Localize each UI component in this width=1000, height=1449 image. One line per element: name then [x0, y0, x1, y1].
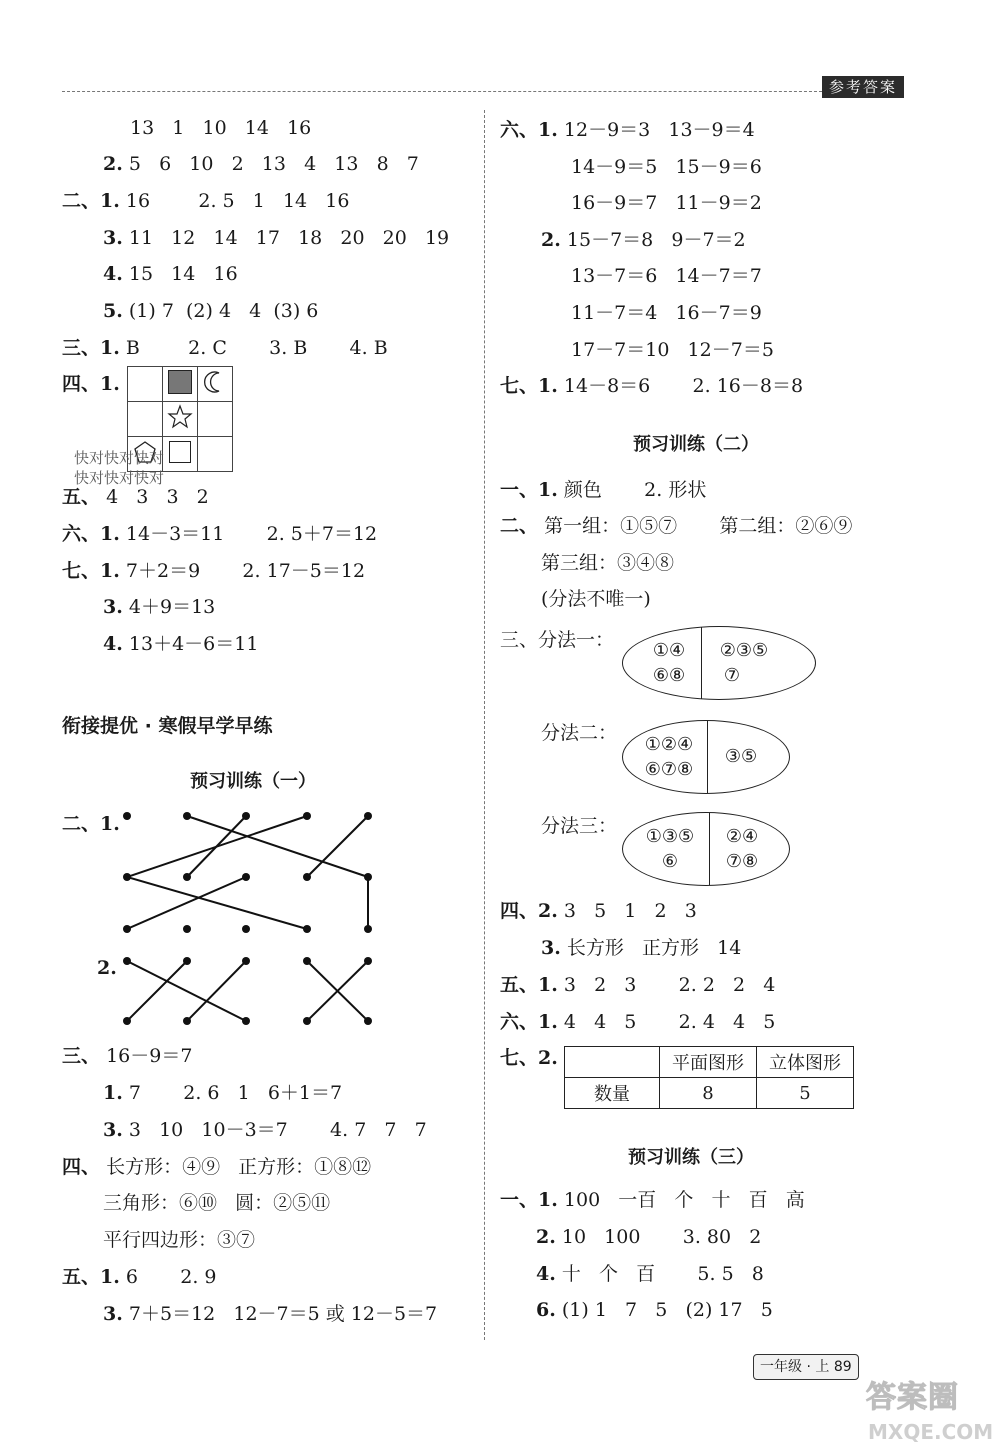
fenfa-1-left-top: ①④ — [652, 640, 686, 661]
answer-text: 13＋4－6＝11 — [128, 633, 259, 655]
question-number: 2. — [536, 1226, 556, 1248]
answer-text: 3 10 10－3＝7 4. 7 7 7 — [128, 1119, 427, 1141]
question-number: 4. — [103, 263, 123, 285]
subsection-title-1: 预习训练（一） — [190, 771, 316, 792]
answer-line — [62, 1044, 192, 1068]
answer-text: 6 2. 9 — [125, 1266, 217, 1288]
answer-line — [536, 1298, 773, 1322]
matching-diagram — [0, 0, 480, 1040]
fenfa-2-left-bottom: ⑥⑦⑧ — [644, 759, 694, 780]
question-number: 五、1. — [500, 974, 558, 996]
answer-line — [571, 338, 774, 362]
answer-text: 4 4 5 2. 4 4 5 — [563, 1011, 776, 1033]
answer-text: 十 个 百 5. 5 8 — [561, 1263, 764, 1285]
section-title: 衔接提优 · 寒假早学早练 — [62, 715, 273, 737]
match-label-2: 2. — [97, 957, 117, 979]
answer-line — [500, 478, 706, 502]
answer-text: 15－7＝8 9－7＝2 — [566, 229, 746, 251]
table-row-label: 数量 — [565, 1078, 660, 1109]
table-header-plane: 平面图形 — [660, 1047, 757, 1078]
answer-line — [500, 1046, 564, 1070]
answer-text: 13－7＝6 14－7＝7 — [571, 265, 762, 287]
question-number: 4. — [536, 1263, 556, 1285]
question-number: 七、1. — [500, 375, 558, 397]
table-header-empty — [565, 1047, 660, 1078]
fenfa-ellipse-1 — [622, 626, 816, 700]
header-tag: 参考答案 — [822, 76, 904, 98]
question-number: 六、1. — [62, 523, 120, 545]
watermark-line-2: 快对快对快对 — [74, 469, 165, 487]
answer-text: 3 5 1 2 3 — [563, 900, 697, 922]
question-number: 3. — [103, 227, 123, 249]
answer-line — [536, 1225, 761, 1249]
fenfa-label-3: 分法三： — [541, 815, 618, 837]
fenfa-3-left-top: ①③⑤ — [645, 826, 695, 847]
answer-text: 颜色 2. 形状 — [563, 479, 707, 501]
question-number: 6. — [536, 1299, 556, 1321]
answer-line — [541, 587, 651, 611]
answer-text: 15 14 16 — [128, 263, 238, 285]
answer-line — [571, 191, 762, 215]
answer-line — [103, 1191, 330, 1215]
answer-text: 16 2. 5 1 14 16 — [125, 190, 350, 212]
site-watermark: MXQE.COM — [868, 1420, 994, 1444]
answer-line — [571, 301, 762, 325]
logo-watermark: 答案圈 — [866, 1380, 959, 1415]
answer-text: 10 100 3. 80 2 — [561, 1226, 762, 1248]
answer-text: 5 6 10 2 13 4 13 8 7 — [128, 153, 419, 175]
answer-text: B 2. C 3. B 4. B — [125, 337, 388, 359]
fenfa-1-left-bottom: ⑥⑧ — [652, 665, 686, 686]
question-number: 二、 — [500, 515, 539, 537]
answer-text: (1) 1 7 5 (2) 17 5 — [561, 1299, 773, 1321]
fenfa-ellipse-3 — [622, 812, 790, 886]
question-number: 3. — [103, 1303, 123, 1325]
table-cell-plane: 8 — [660, 1078, 757, 1109]
table-cell-solid: 5 — [757, 1078, 854, 1109]
answer-text: 7 2. 6 1 6＋1＝7 — [128, 1082, 343, 1104]
answer-line — [571, 264, 762, 288]
answer-line — [500, 1010, 775, 1034]
answer-text: 4 3 3 2 — [106, 486, 209, 508]
answer-line — [103, 1302, 437, 1326]
answer-line — [103, 1118, 427, 1142]
answer-line — [500, 374, 803, 398]
question-number: 五、1. — [62, 1266, 120, 1288]
page-number: 89 — [833, 1359, 852, 1375]
answer-text: (分法不唯一) — [541, 588, 651, 610]
answer-line — [541, 228, 746, 252]
question-number: 4. — [103, 633, 123, 655]
answer-text: 14－8＝6 2. 16－8＝8 — [563, 375, 804, 397]
subsection-title-2: 预习训练（二） — [633, 434, 759, 455]
answer-line — [103, 1228, 255, 1252]
answer-text: 16－9＝7 — [106, 1045, 193, 1067]
footer-grade-tag — [753, 1354, 859, 1380]
question-number: 3. — [103, 596, 123, 618]
answer-text: 3 2 3 2. 2 2 4 — [563, 974, 776, 996]
answer-text: 三角形：⑥⑩ 圆：②⑤⑪ — [103, 1192, 331, 1214]
answer-text: 11－7＝4 16－7＝9 — [571, 302, 762, 324]
question-number: 三、1. — [62, 337, 120, 359]
answer-text: 17－7＝10 12－7＝5 — [571, 339, 774, 361]
question-number: 1. — [103, 1082, 123, 1104]
fenfa-3-right-top: ②④ — [725, 826, 759, 847]
question-number: 四、1. — [62, 373, 120, 395]
answer-text: 12－9＝3 13－9＝4 — [563, 119, 755, 141]
question-number: 一、1. — [500, 1189, 558, 1211]
answer-text: 13 1 10 14 16 — [130, 117, 312, 139]
question-number: 2. — [541, 229, 561, 251]
grade-label: 一年级 · 上 — [760, 1359, 830, 1375]
answer-line — [500, 899, 697, 923]
question-number: 四、2. — [500, 900, 558, 922]
answer-text: 平行四边形：③⑦ — [103, 1229, 256, 1251]
fenfa-label-1: 三、分法一： — [500, 629, 615, 651]
answer-text: 4＋9＝13 — [128, 596, 216, 618]
answer-text: 14－3＝11 2. 5＋7＝12 — [125, 523, 378, 545]
column-divider — [484, 110, 485, 1340]
question-number: 5. — [103, 300, 123, 322]
match-label-1: 二、1. — [62, 813, 120, 835]
fenfa-label-2: 分法二： — [541, 722, 618, 744]
fenfa-3-left-bottom: ⑥ — [661, 851, 679, 872]
answer-text: 11 12 14 17 18 20 20 19 — [128, 227, 450, 249]
subsection-title-3: 预习训练（三） — [628, 1147, 754, 1168]
question-number: 七、1. — [62, 560, 120, 582]
question-number: 3. — [103, 1119, 123, 1141]
answer-line — [500, 514, 852, 538]
fenfa-1-right-top: ②③⑤ — [719, 640, 769, 661]
fenfa-ellipse-2 — [622, 720, 790, 794]
answer-text: (1) 7 (2) 4 4 (3) 6 — [128, 300, 319, 322]
question-number: 三、 — [62, 1045, 101, 1067]
answer-text: 第一组：①⑤⑦ 第二组：②⑥⑨ — [544, 515, 853, 537]
answer-text: 长方形 正方形 14 — [566, 937, 742, 959]
answer-text: 长方形：④⑨ 正方形：①⑧⑫ — [106, 1156, 372, 1178]
question-number: 3. — [541, 937, 561, 959]
table-header-solid: 立体图形 — [757, 1047, 854, 1078]
answer-text: 7＋2＝9 2. 17－5＝12 — [125, 560, 366, 582]
answer-text: 7＋5＝12 12－7＝5 或 12－5＝7 — [128, 1303, 438, 1325]
answer-line — [541, 936, 741, 960]
question-number: 一、1. — [500, 479, 558, 501]
fenfa-2-left-top: ①②④ — [644, 734, 694, 755]
answer-line — [571, 155, 762, 179]
answer-line — [103, 1081, 342, 1105]
fenfa-2-right-top: ③⑤ — [724, 746, 758, 767]
question-number: 六、1. — [500, 119, 558, 141]
question-number: 四、 — [62, 1156, 101, 1178]
answer-line — [541, 551, 674, 575]
fenfa-3-right-bottom: ⑦⑧ — [725, 851, 759, 872]
question-number: 七、2. — [500, 1047, 558, 1069]
answer-text: 100 一百 个 十 百 高 — [563, 1189, 805, 1211]
question-number: 五、 — [62, 486, 101, 508]
answer-line — [62, 1155, 371, 1179]
fenfa-1-right-bottom: ⑦ — [723, 665, 741, 686]
answer-text: 16－9＝7 11－9＝2 — [571, 192, 762, 214]
answer-line — [500, 1188, 805, 1212]
answer-line — [62, 1265, 217, 1289]
answer-line — [536, 1262, 764, 1286]
question-number: 2. — [103, 153, 123, 175]
answer-text: 第三组：③④⑧ — [541, 552, 675, 574]
watermark-line-1: 快对快对快对 — [74, 449, 165, 467]
answer-line — [500, 118, 755, 142]
answer-line — [500, 973, 775, 997]
shape-count-table — [564, 1046, 854, 1109]
question-number: 二、1. — [62, 190, 120, 212]
question-number: 六、1. — [500, 1011, 558, 1033]
answer-text: 14－9＝5 15－9＝6 — [571, 156, 762, 178]
